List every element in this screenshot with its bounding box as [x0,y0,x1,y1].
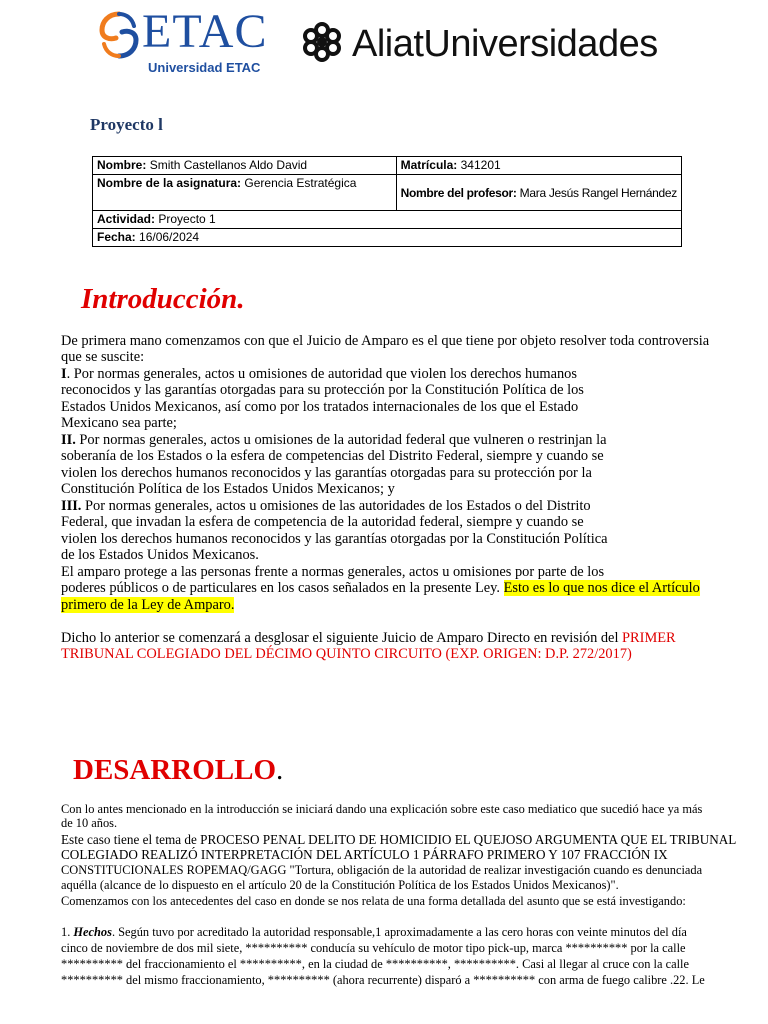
etac-logo-icon [96,10,142,60]
dev-text-line: de 10 años. [61,816,118,830]
intro-text-line: Estados Unidos Mexicanos, así como por los tratados internacionales de los que el Estado [61,399,579,415]
dev-text-line: Este caso tiene el tema de PROCESO PENAL DELITO DE HOMICIDIO EL QUEJOSO ARGUMENTA QUE EL TRIBUNAL [61,832,737,847]
intro-text-line [61,366,577,382]
intro-text: Por normas generales, actos u omisiones de la autoridad federal que vulneren o restrinjan la [75,432,607,448]
red-text: PRIMER [622,630,676,646]
actividad-value: Proyecto 1 [158,212,216,226]
intro-text-line: TRIBUNAL COLEGIADO DEL DÉCIMO QUINTO CIRCUITO (EXP. ORIGEN: D.P. 272/2017) [61,646,632,662]
table-cell-fecha [93,229,682,247]
intro-text: poderes públicos o de particulares en los casos señalados en la presente Ley. [61,580,504,596]
intro-text-line: reconocidos y las garantías otorgadas para su protección por la Constitución Política de los [61,382,584,398]
nombre-value: Smith Castellanos Aldo David [149,158,308,172]
intro-text: Dicho lo anterior se comenzará a desglosar el siguiente Juicio de Amparo Directo en revisión del [61,630,623,646]
aliat-logo-icon [300,20,344,64]
intro-heading: Introducción. [81,283,245,315]
dev-text-line: ********** del mismo fraccionamiento, ********** (ahora recurrente) disparó a ********** con arma de fuego calibre .22. Le [61,973,705,987]
dev-text-line: cinco de noviembre de dos mil siete, ********** conducía su vehículo de motor tipo pick-up, marca ********** por la calle [61,941,686,955]
table-row [93,211,682,229]
intro-text-line: que se suscite: [61,349,145,365]
table-row [93,175,682,211]
intro-text-line [61,498,591,514]
document-title: Proyecto l [90,115,163,134]
development-heading [73,754,283,787]
dev-text-line: ********** del fraccionamiento el **********, en la ciudad de **********, **********. Casi al llegar al cruce con la calle [61,957,689,971]
profesor-value: Mara Jesús Rangel Hernández [519,185,677,200]
hechos-label: Hechos [73,925,112,939]
development-heading-text: DESARROLLO [73,754,277,786]
intro-text-line: De primera mano comenzamos con que el Juicio de Amparo es el que tiene por objeto resolver toda controversia [61,333,710,349]
intro-text-line [61,630,676,646]
etac-logo-word: ETAC [142,5,268,58]
table-cell-actividad [93,211,682,229]
table-row [93,229,682,247]
table-cell-asignatura [93,175,397,211]
dev-text-line: Comenzamos con los antecedentes del caso en donde se nos relata de una forma detallada del asunto que se está investigando: [61,894,686,908]
nombre-label: Nombre: [97,158,147,172]
table-row [93,157,682,175]
intro-text-line: de los Estados Unidos Mexicanos. [61,547,259,563]
intro-text-line [61,432,607,448]
dev-text: 1. [61,925,74,939]
intro-text-line: Constitución Política de los Estados Unidos Mexicanos; y [61,481,395,497]
roman-numeral: II. [61,432,76,448]
fecha-label: Fecha: [97,230,136,244]
intro-text-line: Federal, que invadan la esfera de competencia de la autoridad federal, siempre y cuando se [61,514,584,530]
student-info-table [92,156,682,247]
highlighted-text: Esto es lo que nos dice el Artículo [503,580,700,596]
matricula-value: 341201 [460,158,501,172]
development-heading-dot: . [276,754,284,786]
intro-text-line: soberanía de los Estados o la esfera de competencias del Distrito Federal, siempre y cuando se [61,448,604,464]
aliat-logo [300,18,690,68]
asignatura-label: Nombre de la asignatura: [97,176,242,190]
table-cell-nombre [93,157,397,175]
aliat-logo-word: AliatUniversidades [352,23,658,65]
intro-text-line [61,597,234,613]
roman-numeral: III. [61,498,82,514]
dev-text-line: Con lo antes mencionado en la introducción se iniciará dando una explicación sobre este caso mediatico que sucedió hace ya más [61,802,703,816]
matricula-label: Matrícula: [400,158,458,172]
intro-text-line [61,580,700,596]
etac-logo-subtitle: Universidad ETAC [148,60,261,75]
highlighted-text: primero de la Ley de Amparo. [61,597,235,613]
asignatura-value: Gerencia Estratégica [244,176,357,190]
intro-text-line: El amparo protege a las personas frente a normas generales, actos u omisiones por parte de los [61,564,605,580]
table-cell-profesor [396,175,681,211]
profesor-label: Nombre del profesor: [400,185,517,200]
intro-text: Por normas generales, actos u omisiones de las autoridades de los Estados o del Distrito [81,498,591,514]
intro-text-line: Mexicano sea parte; [61,415,177,431]
fecha-value: 16/06/2024 [139,230,200,244]
dev-text-line: COLEGIADO REALIZÓ INTERPRETACIÓN DEL ARTÍCULO 1 PÁRRAFO PRIMERO Y 107 FRACCIÓN IX [61,847,668,862]
etac-logo [96,5,292,75]
dev-text-line: CONSTITUCIONALES ROPEMAQ/GAGG "Tortura, obligación de la autoridad de realizar investigación cuando es denunciada [61,863,703,877]
intro-text-line: violen los derechos humanos reconocidos y las garantías otorgadas para su protección por la [61,465,592,481]
actividad-label: Actividad: [97,212,156,226]
intro-text-line: violen los derechos humanos reconocidos y las garantías otorgadas por la Constitución Política [61,531,608,547]
roman-numeral: I [61,366,67,382]
intro-text: . Por normas generales, actos u omisiones de autoridad que violen los derechos humanos [66,366,577,382]
dev-text: . Según tuvo por acreditado la autoridad responsable,1 aproximadamente a las cero horas con veinte minutos del día [111,925,687,939]
dev-text-line [61,925,687,939]
table-cell-matricula [396,157,681,175]
dev-text-line: aquélla (alcance de lo dispuesto en el artículo 20 de la Constitución Política de los Estados Unidos Mexicanos)". [61,878,619,892]
